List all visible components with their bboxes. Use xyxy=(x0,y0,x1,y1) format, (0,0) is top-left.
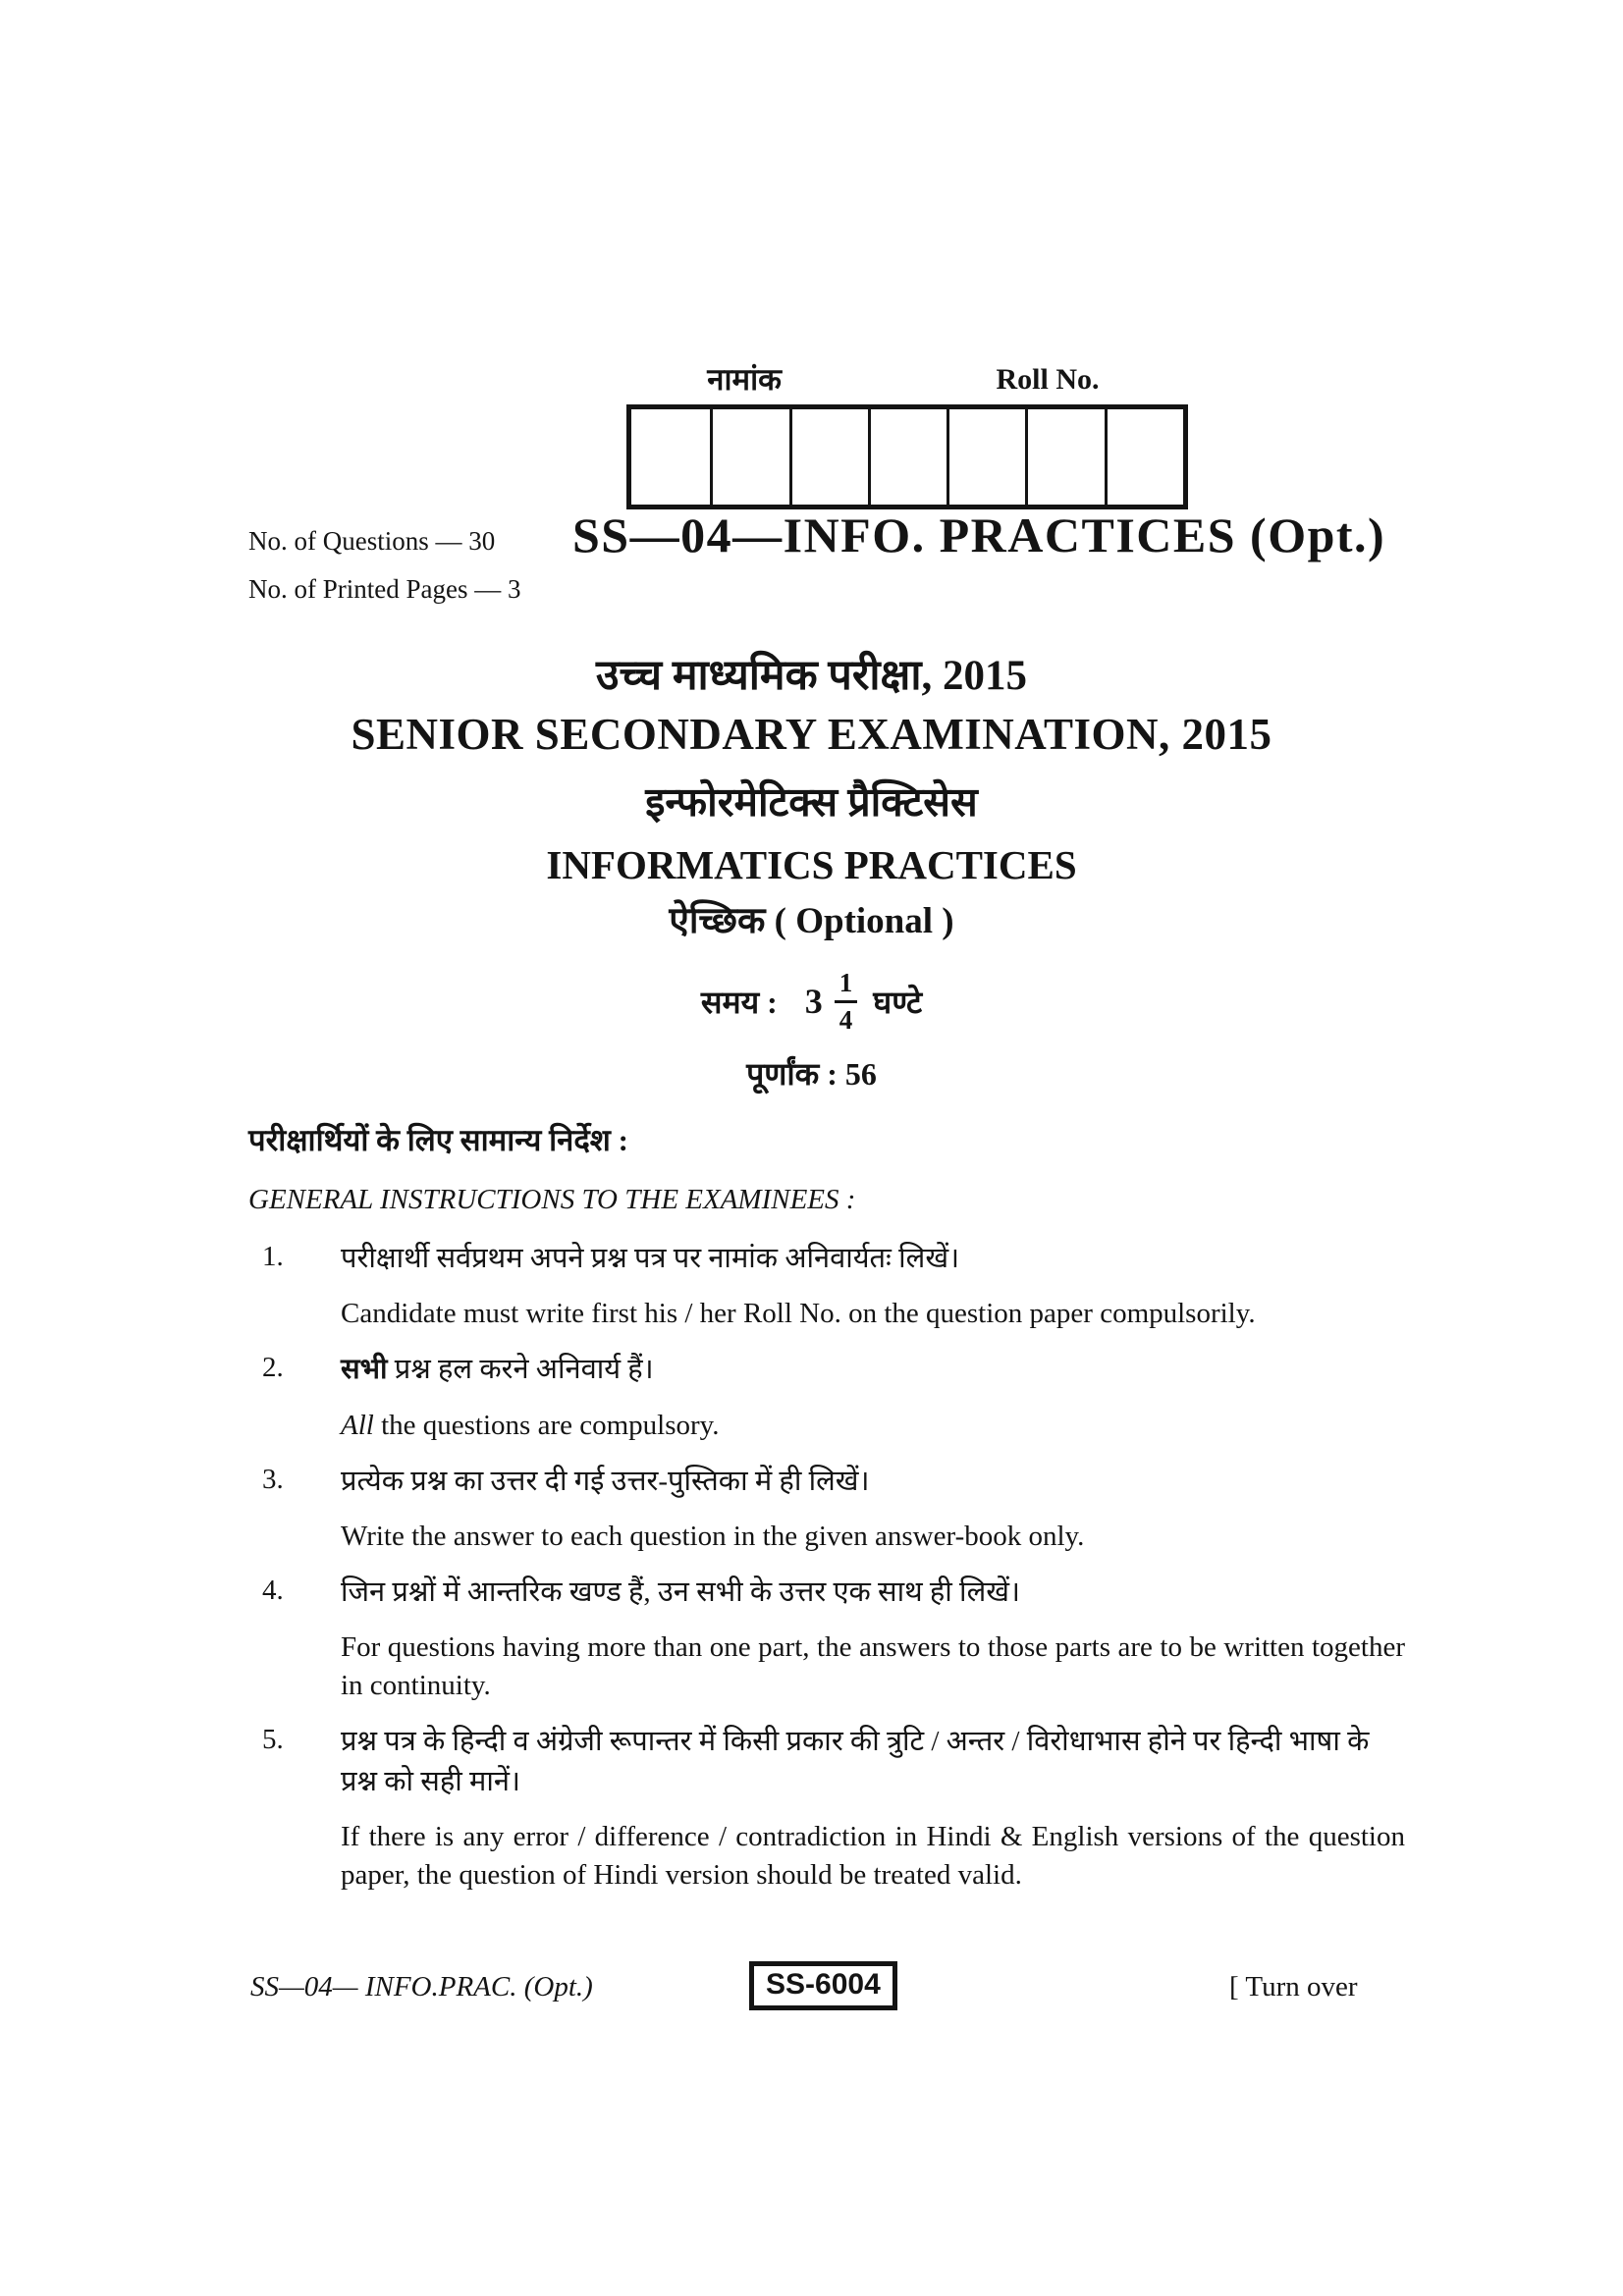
paper-code-heading: SS—04—INFO. PRACTICES (Opt.) xyxy=(572,507,1386,562)
fraction-numerator: 1 xyxy=(839,967,853,997)
exam-title-english: SENIOR SECONDARY EXAMINATION, 2015 xyxy=(351,710,1272,759)
instruction-hindi-text: प्रत्येक प्रश्न का उत्तर दी गई उत्तर-पुस्तिका में ही लिखें। xyxy=(341,1465,870,1497)
instruction-item-2 xyxy=(248,1350,1405,1443)
footer-turn-over: [ Turn over xyxy=(1229,1971,1358,2002)
instruction-english-text: For questions having more than one part, the answers to those parts are to be written together in continuity. xyxy=(341,1631,1405,1701)
paper-meta xyxy=(248,526,520,604)
optional-label: ऐच्छिक ( Optional ) xyxy=(669,901,954,941)
roll-number-grid xyxy=(626,404,1188,509)
instruction-hindi-bold-prefix: सभी xyxy=(341,1354,388,1386)
instruction-hindi xyxy=(341,1239,1405,1279)
roll-no-cell xyxy=(789,409,868,505)
instruction-hindi-text: परीक्षार्थी सर्वप्रथम अपने प्रश्न पत्र पर नामांक अनिवार्यतः लिखें। xyxy=(341,1242,960,1274)
fraction-denominator: 4 xyxy=(835,1000,858,1034)
time-label: समय : xyxy=(700,984,778,1020)
footer-paper-code: SS—04— INFO.PRAC. (Opt.) xyxy=(250,1971,593,2002)
roll-no-cell xyxy=(1025,409,1104,505)
time-allowed-line xyxy=(0,954,1623,1048)
questions-count: No. of Questions — 30 xyxy=(248,526,496,556)
instruction-english xyxy=(341,1629,1405,1704)
general-instructions xyxy=(248,1121,1405,1911)
instruction-hindi-text: प्रश्न पत्र के हिन्दी व अंग्रेजी रूपान्तर में किसी प्रकार की त्रुटि / अन्तर / विरोधाभास होने पर हिन्दी भाषा के प्रश्न को सही मानें। xyxy=(341,1726,1370,1798)
instruction-item-5 xyxy=(248,1722,1405,1894)
instruction-english xyxy=(341,1518,1405,1555)
time-hours-whole: 3 xyxy=(804,982,823,1021)
instructions-heading-english: GENERAL INSTRUCTIONS TO THE EXAMINEES : xyxy=(248,1184,856,1216)
instruction-english-text: If there is any error / difference / contradiction in Hindi & English versions of the question paper, the question of Hindi version should be treated valid. xyxy=(341,1821,1405,1891)
instruction-english-italic-prefix: All xyxy=(341,1409,374,1441)
roll-no-cell xyxy=(710,409,788,505)
instruction-hindi-text: प्रश्न हल करने अनिवार्य हैं। xyxy=(387,1354,654,1386)
instruction-english-text: Candidate must write first his / her Roll No. on the question paper compulsorily. xyxy=(341,1298,1256,1330)
roll-no-cell xyxy=(631,409,710,505)
instruction-english xyxy=(341,1818,1405,1894)
time-unit: घण्टे xyxy=(873,984,923,1020)
instruction-hindi xyxy=(341,1573,1405,1613)
instruction-english xyxy=(341,1407,1405,1444)
subject-title-english: INFORMATICS PRACTICES xyxy=(546,842,1077,887)
roll-number-block xyxy=(626,357,1188,509)
subject-title-hindi: इन्फोरमेटिक्स प्रैक्टिसेस xyxy=(645,779,978,825)
time-fraction xyxy=(835,967,858,1035)
max-marks-line: पूर्णांक : 56 xyxy=(746,1056,877,1092)
roll-label-english: Roll No. xyxy=(996,363,1100,396)
printed-pages-count: No. of Printed Pages — 3 xyxy=(248,574,521,604)
instruction-hindi xyxy=(341,1462,1405,1502)
instructions-heading-hindi: परीक्षार्थियों के लिए सामान्य निर्देश : xyxy=(248,1123,628,1157)
instruction-hindi-text: जिन प्रश्नों में आन्तरिक खण्ड हैं, उन सभी के उत्तर एक साथ ही लिखें। xyxy=(341,1576,1020,1609)
instruction-english-text: the questions are compulsory. xyxy=(373,1409,720,1441)
roll-no-cell xyxy=(868,409,947,505)
instruction-item-3 xyxy=(248,1462,1405,1555)
instruction-english-text: Write the answer to each question in the given answer-book only. xyxy=(341,1521,1085,1553)
instruction-hindi xyxy=(341,1350,1405,1390)
instruction-number: 2. xyxy=(262,1352,284,1384)
roll-no-cell xyxy=(947,409,1025,505)
instruction-hindi xyxy=(341,1722,1405,1802)
instruction-number: 4. xyxy=(262,1575,284,1607)
instruction-number: 1. xyxy=(262,1240,284,1272)
instruction-number: 3. xyxy=(262,1463,284,1495)
roll-label-hindi: नामांक xyxy=(707,362,782,397)
instructions-list xyxy=(248,1239,1405,1894)
roll-no-cell xyxy=(1105,409,1183,505)
footer-booklet-code-box: SS-6004 xyxy=(749,1961,897,2010)
instruction-english xyxy=(341,1295,1405,1332)
exam-title-hindi: उच्च माध्यमिक परीक्षा, 2015 xyxy=(595,653,1028,699)
roll-number-labels xyxy=(626,357,1188,404)
instruction-item-4 xyxy=(248,1573,1405,1704)
instruction-number: 5. xyxy=(262,1724,284,1755)
instruction-item-1 xyxy=(248,1239,1405,1332)
